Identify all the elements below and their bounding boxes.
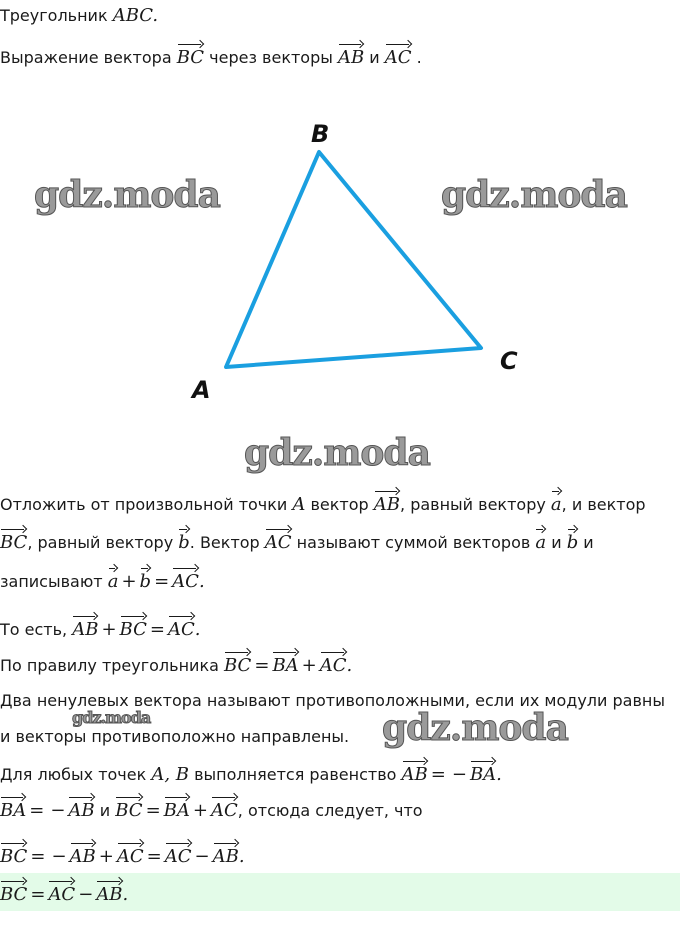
vector-ac: AC — [48, 880, 75, 906]
vector-bc: BC — [0, 880, 27, 906]
answer-line: BC = AC − AB. — [0, 880, 128, 906]
watermark: gdz.moda — [441, 174, 627, 216]
text-line: и векторы противоположно направлены. — [0, 727, 350, 746]
vector-ac: AC — [211, 796, 238, 822]
text-line: Выражение вектора BC через векторы AB и AC . — [0, 43, 422, 69]
text-line: BA = − AB и BC = BA + AC, отсюда следует, что — [0, 796, 423, 822]
text-line: записывают a + b = AC. — [0, 567, 205, 593]
vector-ac: AC — [172, 567, 199, 593]
vector-ac: AC — [320, 651, 347, 677]
vector-b: b — [140, 567, 152, 593]
vector-a: a — [108, 567, 119, 593]
text-line: Треугольник ABC. — [0, 5, 159, 26]
vertex-label-a: A — [192, 376, 211, 404]
vertex-label-b: B — [311, 120, 330, 148]
vector-ab: AB — [68, 796, 94, 822]
watermark: gdz.moda — [382, 707, 568, 749]
vector-bc: BC — [115, 796, 142, 822]
text-line: То есть, AB + BC = AC. — [0, 615, 201, 641]
vector-ac: AC — [117, 842, 144, 868]
vector-ba: BA — [164, 796, 190, 822]
vector-ab: AB — [70, 842, 96, 868]
text-line: По правилу треугольника BC = BA + AC. — [0, 651, 352, 677]
vector-b: b — [567, 528, 579, 554]
vector-bc: BC — [224, 651, 251, 677]
watermark: gdz.moda — [244, 432, 430, 474]
vector-bc: BC — [177, 43, 204, 69]
text-line: Два ненулевых вектора называют противоположными, если их модули равны — [0, 691, 665, 710]
vector-ab: AB — [338, 43, 364, 69]
vector-ac: AC — [165, 842, 192, 868]
vector-ac: AC — [265, 528, 292, 554]
vector-ba: BA — [272, 651, 298, 677]
watermark: gdz.moda — [72, 708, 151, 727]
watermark: gdz.moda — [34, 174, 220, 216]
vector-ab: AB — [72, 615, 98, 641]
vector-ab: AB — [213, 842, 239, 868]
vector-ab: AB — [402, 760, 428, 786]
text-line: BC = − AB + AC = AC − AB. — [0, 842, 245, 868]
vector-bc: BC — [0, 842, 27, 868]
vector-ac: AC — [385, 43, 412, 69]
vector-ac: AC — [168, 615, 195, 641]
vector-bc: BC — [120, 615, 147, 641]
vector-ba: BA — [0, 796, 26, 822]
vector-ab: AB — [96, 880, 122, 906]
vector-bc: BC — [0, 528, 27, 554]
vector-ab: AB — [374, 490, 400, 516]
vector-a: a — [535, 528, 546, 554]
vector-b: b — [178, 528, 190, 554]
vertex-label-c: C — [500, 347, 518, 375]
text-line: Для любых точек A, B выполняется равенство AB = − BA. — [0, 760, 502, 786]
text-line: BC, равный вектору b. Вектор AC называют суммой векторов a и b и — [0, 528, 594, 554]
vector-a: a — [551, 490, 562, 516]
vector-ba: BA — [470, 760, 496, 786]
text-line: Отложить от произвольной точки A вектор AB, равный вектору a, и вектор — [0, 490, 646, 516]
